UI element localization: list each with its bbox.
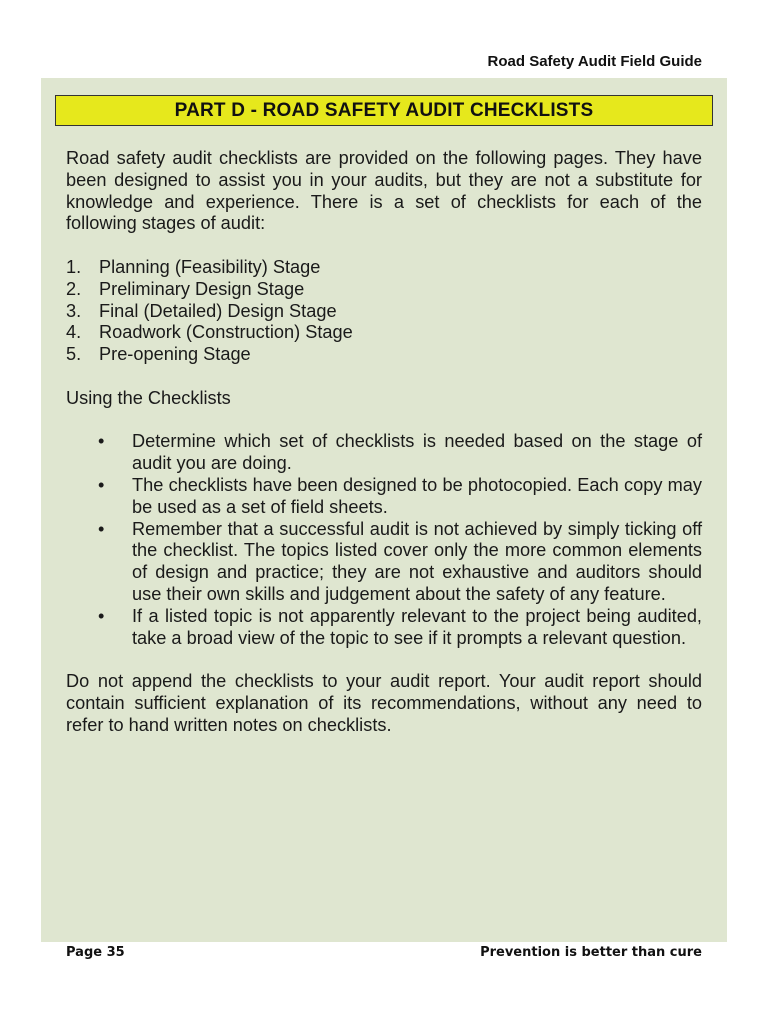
list-item xyxy=(66,519,702,606)
intro-paragraph: Road safety audit checklists are provided on the following pages. They have been designed to assist you in your audits, but they are not a substitute for knowledge and experience. There is a set of checklists for each of the following stages of audit: xyxy=(66,148,702,234)
list-text: Planning (Feasibility) Stage xyxy=(99,256,321,277)
list-item xyxy=(66,257,702,279)
stages-list xyxy=(66,257,702,366)
section-title: PART D - ROAD SAFETY AUDIT CHECKLISTS xyxy=(174,99,594,121)
bullet-text: Determine which set of checklists is needed based on the stage of audit you are doing. xyxy=(132,431,702,474)
bullet-text: The checklists have been designed to be photocopied. Each copy may be used as a set of field sheets. xyxy=(132,474,702,517)
bullet-icon: • xyxy=(98,605,105,626)
list-text: Pre-opening Stage xyxy=(99,344,251,365)
list-item xyxy=(66,606,702,650)
list-item xyxy=(66,301,702,323)
bullet-icon: • xyxy=(98,431,105,452)
list-number: 1. xyxy=(66,256,82,277)
list-item xyxy=(66,475,702,519)
footer-motto: Prevention is better than cure xyxy=(480,945,702,960)
list-item xyxy=(66,431,702,475)
page-number: Page 35 xyxy=(66,945,125,960)
list-number: 2. xyxy=(66,278,82,299)
list-text: Roadwork (Construction) Stage xyxy=(99,322,353,343)
body-content xyxy=(66,148,702,737)
list-item xyxy=(66,279,702,301)
list-item xyxy=(66,344,702,366)
list-number: 5. xyxy=(66,344,82,365)
bullet-icon: • xyxy=(98,474,105,495)
bullet-list xyxy=(66,431,702,649)
section-title-bar xyxy=(55,95,713,126)
list-number: 4. xyxy=(66,322,82,343)
list-text: Final (Detailed) Design Stage xyxy=(99,300,337,321)
list-item xyxy=(66,322,702,344)
bullet-text: If a listed topic is not apparently relevant to the project being audited, take a broad view of the topic to see if it prompts a relevant question. xyxy=(132,605,702,648)
list-text: Preliminary Design Stage xyxy=(99,278,305,299)
list-number: 3. xyxy=(66,300,82,321)
closing-paragraph: Do not append the checklists to your audit report. Your audit report should contain sufficient explanation of its recommendations, without any need to refer to hand written notes on checklists. xyxy=(66,671,702,735)
bullet-text: Remember that a successful audit is not achieved by simply ticking off the checklist. The topics listed cover only the more common elements of design and practice; they are not exhaustive and auditors should use their own skills and judgement about the safety of any feature. xyxy=(132,518,702,604)
header-title: Road Safety Audit Field Guide xyxy=(487,53,702,70)
using-checklists-heading: Using the Checklists xyxy=(66,387,231,408)
bullet-icon: • xyxy=(98,518,105,539)
